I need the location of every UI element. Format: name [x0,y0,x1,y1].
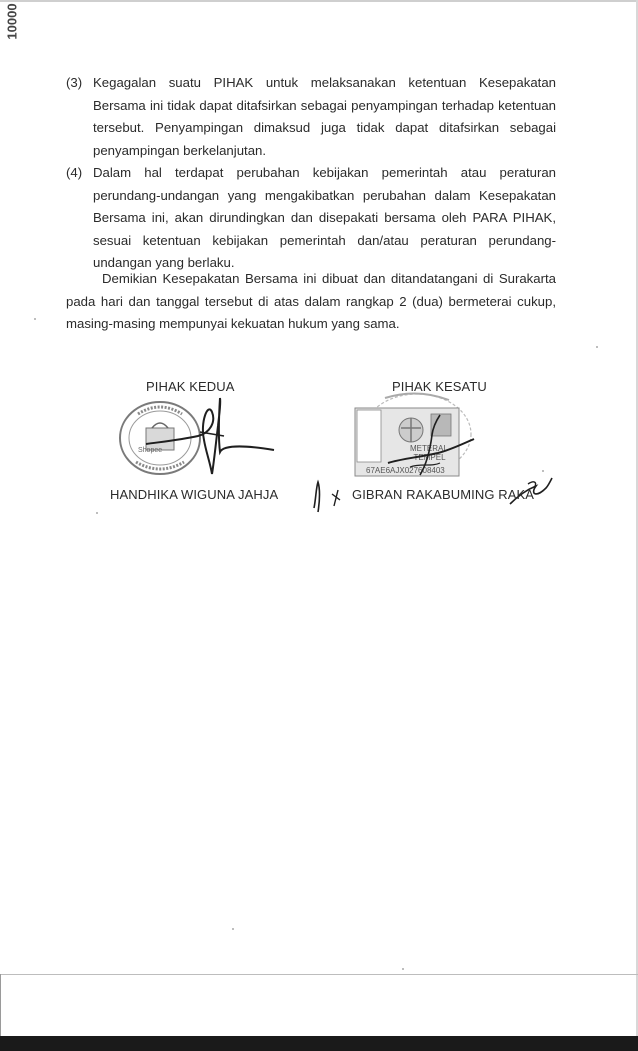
stamp-value: 10000 [4,3,20,40]
scan-speck [542,470,544,472]
page-fold-line [0,974,638,975]
scan-speck [232,928,234,930]
second-party-signature [140,392,280,484]
clause-3 [66,72,556,162]
closing-paragraph: Demikian Kesepakatan Bersama ini dibuat dan ditandatangani di Surakarta pada hari dan tanggal tersebut di atas dalam rangkap 2 (dua) bermeterai cukup, masing-masing mempunyai kekuatan hukum yang sama. [66,271,556,332]
clause-number: (3) [66,75,83,90]
first-party-label: PIHAK KESATU [392,379,487,394]
scan-speck [402,968,404,970]
clause-number: (4) [66,165,83,180]
scan-speck [96,512,98,514]
stamp-serial-code: 67AE6AJX027608403 [366,466,445,475]
page-top-edge [0,0,638,2]
stamp-value-box [0,0,22,46]
stamp-label-line1: METERAI [410,444,446,453]
company-seal-text: Shopee [138,447,163,454]
page-left-fold [0,974,1,1038]
second-party-name: HANDHIKA WIGUNA JAHJA [110,487,279,502]
scan-speck [34,318,36,320]
first-party-name: GIBRAN RAKABUMING RAKA [352,487,535,502]
scan-bottom-border [0,1036,638,1051]
initial-mark [310,478,350,514]
clause-4 [66,162,556,275]
stamp-label-line2: TEMPEL [413,453,446,462]
first-party-signature [380,405,480,485]
clause-text: Kegagalan suatu PIHAK untuk melaksanakan ketentuan Kesepakatan Bersama ini tidak dapat ditafsirkan sebagai penyampingan terhadap ketentuan tersebut. Penyampingan dimaksud juga tidak dapat ditafsirkan sebagai penyampingan berkelanjutan. [93,75,556,158]
clause-text: Dalam hal terdapat perubahan kebijakan pemerintah atau peraturan perundang-undangan yang mengakibatkan perubahan dalam Kesepakatan Bersama ini, akan dirundingkan dan disepakati bersama oleh PARA PIHAK, sesuai ketentuan kebijakan pemerintah dan/atau peraturan perundang-undangan yang berlaku. [93,165,556,271]
scan-speck [596,346,598,348]
second-party-label: PIHAK KEDUA [146,379,235,394]
